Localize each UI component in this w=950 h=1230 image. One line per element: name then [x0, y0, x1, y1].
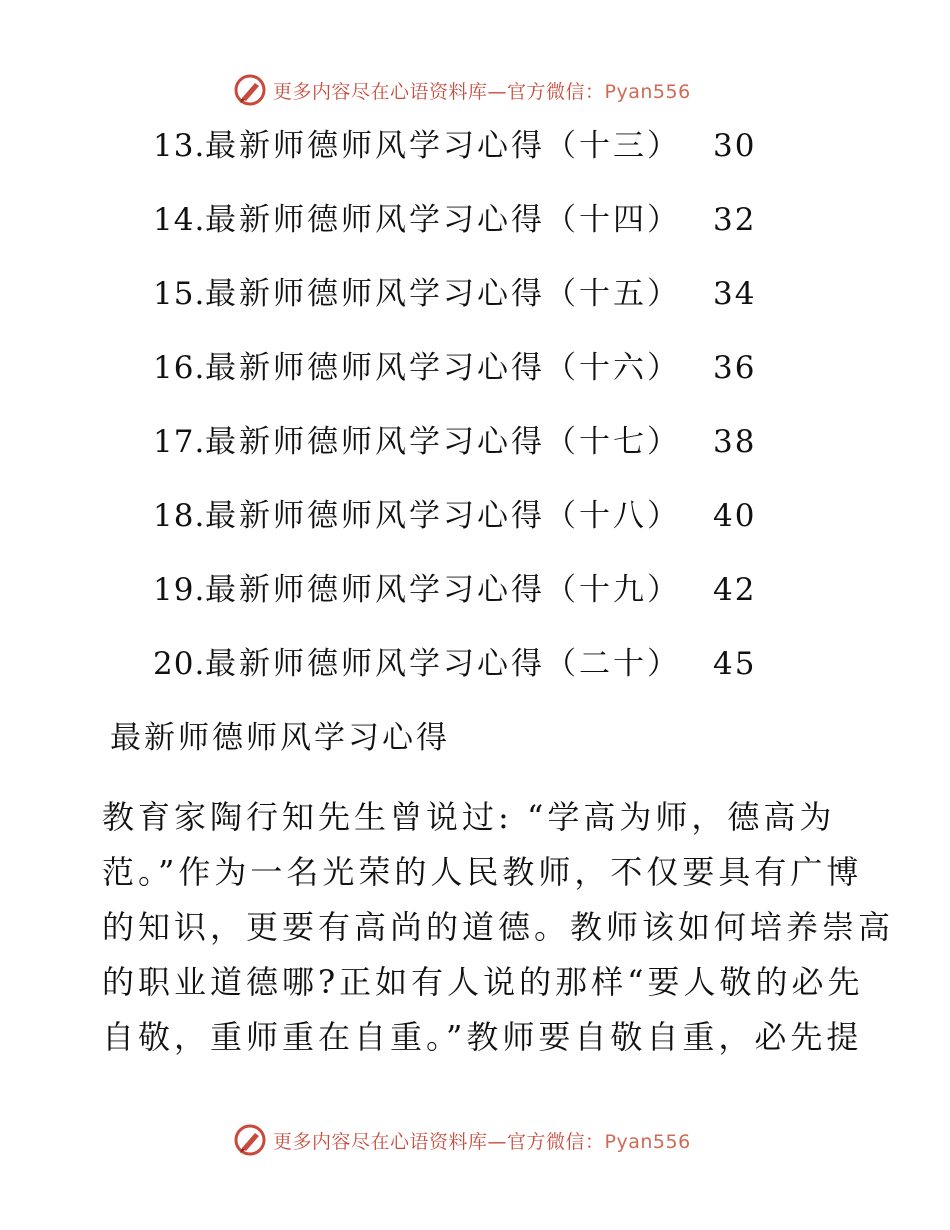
toc-entry: [0, 566, 950, 614]
body-line: 范。”作为一名光荣的人民教师，不仅要具有广博: [102, 853, 863, 891]
toc-entry-page: 30: [713, 128, 757, 164]
toc-entry: [0, 418, 950, 466]
article-heading: 最新师德师风学习心得: [110, 720, 450, 756]
toc-entry-number: 15.: [153, 276, 206, 312]
toc-entry-number: 13.: [153, 128, 206, 164]
toc-entry-page: 40: [713, 498, 757, 534]
footer-banner: [233, 1122, 753, 1158]
banner-wechat-label: 官方微信：: [507, 80, 605, 103]
toc-entry-number: 17.: [153, 424, 206, 460]
banner-wechat-label: 官方微信：: [507, 1130, 605, 1153]
toc-entry-number: 16.: [153, 350, 206, 386]
body-line: 的知识，更要有高尚的道德。教师该如何培养崇高: [102, 908, 895, 946]
pen-logo-icon: [233, 1123, 267, 1157]
toc-entry-page: 45: [713, 646, 757, 682]
toc-entry-page: 38: [713, 424, 757, 460]
article-body: [102, 790, 895, 1065]
toc-entry-title: 最新师德师风学习心得（十六）: [205, 350, 681, 386]
toc-entry-number: 14.: [153, 202, 206, 238]
pen-logo-icon: [233, 73, 267, 107]
toc-entry-title: 最新师德师风学习心得（十九）: [205, 572, 681, 608]
toc-entry-number: 18.: [153, 498, 206, 534]
banner-text: [273, 77, 691, 104]
toc-entry-title: 最新师德师风学习心得（二十）: [205, 646, 681, 682]
toc-entry-number: 20.: [153, 646, 206, 682]
toc-entry: [0, 492, 950, 540]
body-line: 自敬，重师重在自重。”教师要自敬自重，必先提: [102, 1018, 863, 1056]
body-line: 的职业道德哪?正如有人说的那样“要人敬的必先: [102, 963, 864, 1001]
header-banner: [233, 72, 753, 108]
toc-entry-number: 19.: [153, 572, 206, 608]
banner-main-text: 更多内容尽在心语资料库: [273, 80, 488, 103]
banner-handle: Pyan556: [604, 1130, 691, 1153]
banner-separator: —: [487, 80, 508, 103]
banner-text: [273, 1127, 691, 1154]
toc-entry-title: 最新师德师风学习心得（十四）: [205, 202, 681, 238]
toc-entry-title: 最新师德师风学习心得（十七）: [205, 424, 681, 460]
toc-entry: [0, 344, 950, 392]
body-line: 教育家陶行知先生曾说过: “学高为师，德高为: [102, 798, 836, 836]
toc-entry-title: 最新师德师风学习心得（十五）: [205, 276, 681, 312]
toc-entry: [0, 640, 950, 688]
toc-entry-page: 42: [713, 572, 757, 608]
toc-entry-page: 32: [713, 202, 757, 238]
banner-handle: Pyan556: [604, 80, 691, 103]
toc-entry: [0, 196, 950, 244]
toc-entry-title: 最新师德师风学习心得（十三）: [205, 128, 681, 164]
toc-entry: [0, 122, 950, 170]
toc-entry: [0, 270, 950, 318]
toc-entry-page: 34: [713, 276, 757, 312]
toc-entry-page: 36: [713, 350, 757, 386]
toc-entry-title: 最新师德师风学习心得（十八）: [205, 498, 681, 534]
banner-main-text: 更多内容尽在心语资料库: [273, 1130, 488, 1153]
banner-separator: —: [487, 1130, 508, 1153]
